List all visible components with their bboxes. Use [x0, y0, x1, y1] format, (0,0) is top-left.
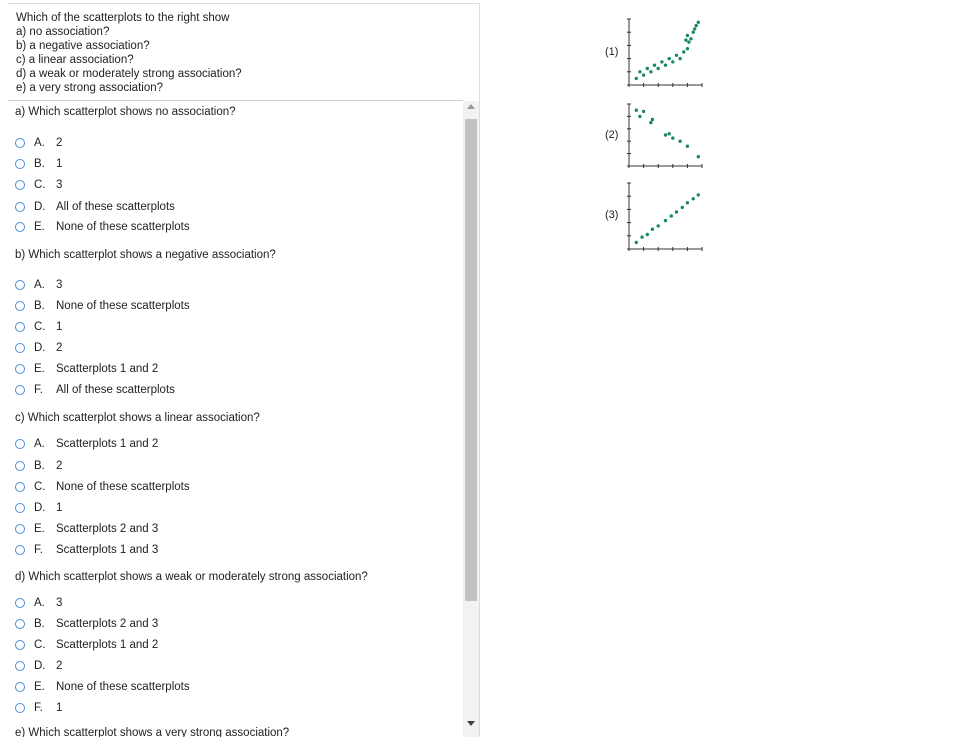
radio-icon[interactable]	[15, 301, 25, 311]
plot-1-label: (1)	[605, 46, 619, 58]
data-point	[671, 136, 674, 139]
radio-icon[interactable]	[15, 343, 25, 353]
answer-scroll-area[interactable]	[8, 101, 463, 737]
option-text: 2	[56, 460, 63, 472]
radio-icon[interactable]	[15, 364, 25, 374]
data-point	[675, 54, 678, 57]
intro-line: d) a weak or moderately strong association?	[16, 68, 242, 80]
radio-icon[interactable]	[15, 545, 25, 555]
option-text: 2	[56, 137, 63, 149]
data-point	[649, 70, 652, 73]
data-point	[635, 77, 638, 80]
option-c-B[interactable]	[15, 458, 62, 474]
option-a-C[interactable]	[15, 177, 62, 193]
data-point	[635, 241, 638, 244]
data-point	[660, 60, 663, 63]
data-point	[692, 197, 695, 200]
data-point	[640, 235, 643, 238]
radio-icon[interactable]	[15, 202, 25, 212]
option-b-C[interactable]	[15, 319, 62, 335]
scroll-up-icon[interactable]	[467, 104, 475, 109]
data-point	[651, 118, 654, 121]
option-text: 3	[56, 179, 63, 191]
option-text: 3	[56, 597, 63, 609]
data-point	[681, 206, 684, 209]
data-point	[664, 219, 667, 222]
intro-line: b) a negative association?	[16, 40, 150, 52]
scroll-thumb[interactable]	[465, 119, 477, 601]
radio-icon[interactable]	[15, 280, 25, 290]
option-b-F[interactable]	[15, 382, 175, 398]
data-point	[664, 64, 667, 67]
option-text: Scatterplots 1 and 3	[56, 544, 159, 556]
data-point	[668, 57, 671, 60]
radio-icon[interactable]	[15, 138, 25, 148]
data-point	[695, 24, 698, 27]
option-letter: F.	[34, 384, 43, 396]
data-point	[646, 67, 649, 70]
option-letter: C.	[34, 481, 46, 493]
data-point	[697, 155, 700, 158]
question-a: a) Which scatterplot shows no association?	[15, 106, 236, 118]
option-text: 1	[56, 321, 63, 333]
option-text: 3	[56, 279, 63, 291]
intro-line: a) no association?	[16, 26, 110, 38]
data-point	[678, 140, 681, 143]
data-point	[653, 64, 656, 67]
data-point	[670, 214, 673, 217]
option-letter: E.	[34, 363, 45, 375]
option-text: Scatterplots 2 and 3	[56, 618, 159, 630]
data-point	[689, 37, 692, 40]
option-text: Scatterplots 1 and 2	[56, 639, 159, 651]
option-a-A[interactable]	[15, 135, 62, 151]
option-letter: C.	[34, 179, 46, 191]
data-point	[697, 21, 700, 24]
data-point	[686, 201, 689, 204]
option-a-D[interactable]	[15, 199, 175, 215]
plot-2-label: (2)	[605, 129, 619, 141]
option-text: 2	[56, 342, 63, 354]
data-point	[671, 60, 674, 63]
option-letter: E.	[34, 523, 45, 535]
radio-icon[interactable]	[15, 661, 25, 671]
option-letter: F.	[34, 544, 43, 556]
data-point	[664, 133, 667, 136]
radio-icon[interactable]	[15, 682, 25, 692]
question-e: e) Which scatterplot shows a very strong association?	[15, 727, 290, 737]
option-d-E[interactable]	[15, 679, 190, 695]
intro-text	[16, 11, 242, 95]
option-letter: C.	[34, 321, 46, 333]
option-letter: B.	[34, 460, 45, 472]
option-text: 1	[56, 502, 63, 514]
option-b-A[interactable]	[15, 277, 62, 293]
option-letter: D.	[34, 660, 46, 672]
data-point	[686, 145, 689, 148]
option-c-C[interactable]	[15, 479, 190, 495]
option-letter: E.	[34, 221, 45, 233]
option-a-B[interactable]	[15, 156, 62, 172]
data-point	[668, 132, 671, 135]
intro-line: e) a very strong association?	[16, 82, 164, 94]
option-letter: E.	[34, 681, 45, 693]
scatterplot-1	[623, 13, 708, 95]
option-letter: D.	[34, 201, 46, 213]
option-d-C[interactable]	[15, 637, 158, 653]
scatterplots-panel	[480, 3, 955, 737]
option-letter: A.	[34, 137, 45, 149]
data-point	[651, 228, 654, 231]
radio-icon[interactable]	[15, 461, 25, 471]
option-text: All of these scatterplots	[56, 384, 175, 396]
option-letter: A.	[34, 597, 45, 609]
data-point	[687, 40, 690, 43]
option-text: None of these scatterplots	[56, 681, 190, 693]
radio-icon[interactable]	[15, 180, 25, 190]
intro-line: c) a linear association?	[16, 54, 134, 66]
data-point	[692, 31, 695, 34]
option-d-A[interactable]	[15, 595, 62, 611]
option-text: Scatterplots 1 and 2	[56, 363, 159, 375]
data-point	[678, 57, 681, 60]
option-a-E[interactable]	[15, 219, 190, 235]
data-point	[684, 38, 687, 41]
option-letter: A.	[34, 279, 45, 291]
radio-icon[interactable]	[15, 703, 25, 713]
option-b-E[interactable]	[15, 361, 158, 377]
radio-icon[interactable]	[15, 619, 25, 629]
data-point	[635, 109, 638, 112]
option-letter: B.	[34, 618, 45, 630]
vertical-scrollbar[interactable]	[463, 101, 479, 737]
option-c-E[interactable]	[15, 521, 158, 537]
radio-icon[interactable]	[15, 385, 25, 395]
option-text: 1	[56, 158, 63, 170]
option-d-F[interactable]	[15, 700, 62, 716]
data-point	[646, 233, 649, 236]
option-text: All of these scatterplots	[56, 201, 175, 213]
option-b-D[interactable]	[15, 340, 62, 356]
radio-icon[interactable]	[15, 439, 25, 449]
data-point	[686, 34, 689, 37]
scatterplot-2	[623, 98, 708, 176]
data-point	[638, 115, 641, 118]
option-text: None of these scatterplots	[56, 221, 190, 233]
option-letter: C.	[34, 639, 46, 651]
option-letter: B.	[34, 300, 45, 312]
option-text: Scatterplots 1 and 2	[56, 438, 159, 450]
option-text: 2	[56, 660, 63, 672]
data-point	[693, 27, 696, 30]
scatterplot-3	[623, 177, 708, 259]
option-text: None of these scatterplots	[56, 481, 190, 493]
radio-icon[interactable]	[15, 322, 25, 332]
option-d-D[interactable]	[15, 658, 62, 674]
data-point	[649, 121, 652, 124]
radio-icon[interactable]	[15, 159, 25, 169]
question-c: c) Which scatterplot shows a linear association?	[15, 412, 260, 424]
question-b: b) Which scatterplot shows a negative association?	[15, 249, 276, 261]
radio-icon[interactable]	[15, 524, 25, 534]
option-c-A[interactable]	[15, 436, 158, 452]
option-c-F[interactable]	[15, 542, 158, 558]
data-point	[686, 47, 689, 50]
option-text: 1	[56, 702, 63, 714]
data-point	[657, 67, 660, 70]
option-letter: A.	[34, 438, 45, 450]
radio-icon[interactable]	[15, 222, 25, 232]
radio-icon[interactable]	[15, 482, 25, 492]
option-d-B[interactable]	[15, 616, 158, 632]
intro-title: Which of the scatterplots to the right show	[16, 12, 230, 24]
option-letter: B.	[34, 158, 45, 170]
option-b-B[interactable]	[15, 298, 190, 314]
option-text: Scatterplots 2 and 3	[56, 523, 159, 535]
data-point	[675, 210, 678, 213]
data-point	[638, 70, 641, 73]
option-letter: F.	[34, 702, 43, 714]
data-point	[657, 224, 660, 227]
plot-3-label: (3)	[605, 209, 619, 221]
option-letter: D.	[34, 342, 46, 354]
data-point	[642, 110, 645, 113]
data-point	[682, 50, 685, 53]
option-text: None of these scatterplots	[56, 300, 190, 312]
data-point	[697, 193, 700, 196]
data-point	[642, 73, 645, 76]
option-c-D[interactable]	[15, 500, 62, 516]
radio-icon[interactable]	[15, 598, 25, 608]
scroll-down-icon[interactable]	[467, 721, 475, 726]
radio-icon[interactable]	[15, 503, 25, 513]
option-letter: D.	[34, 502, 46, 514]
question-d: d) Which scatterplot shows a weak or moderately strong association?	[15, 571, 368, 583]
radio-icon[interactable]	[15, 640, 25, 650]
